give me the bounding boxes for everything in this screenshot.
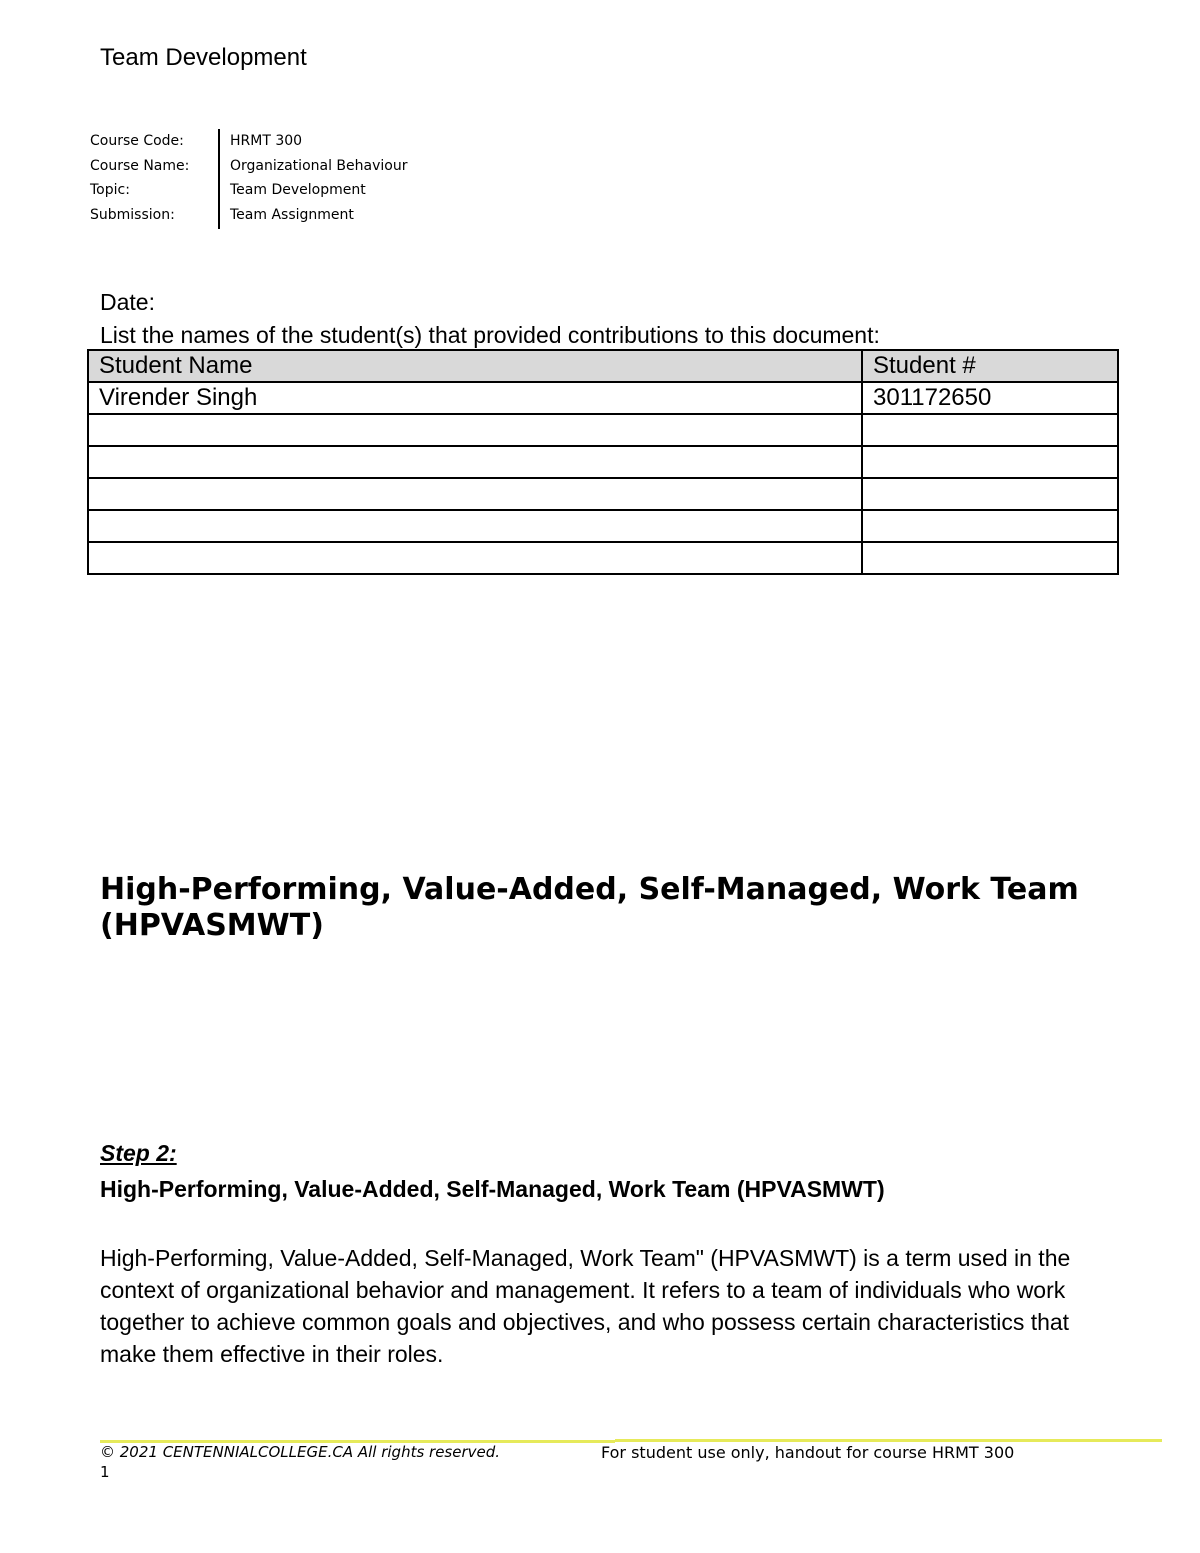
page-number: 1: [100, 1463, 110, 1481]
course-info-block: [90, 129, 490, 229]
course-code-label: Course Code:: [90, 133, 184, 149]
student-name-cell[interactable]: [88, 478, 862, 510]
table-row: [88, 414, 1118, 446]
course-code-value: HRMT 300: [230, 133, 303, 149]
footer-note: For student use only, handout for course HRMT 300: [601, 1443, 1015, 1462]
contributors-instruction: List the names of the student(s) that provided contributions to this document:: [100, 322, 880, 348]
footer-rule: [615, 1439, 1162, 1442]
course-info-divider: [218, 129, 220, 229]
student-number-cell[interactable]: [862, 478, 1118, 510]
date-label: Date:: [100, 289, 155, 315]
student-number-cell[interactable]: [862, 414, 1118, 446]
student-name-header: Student Name: [88, 350, 862, 382]
table-row: [88, 510, 1118, 542]
student-number-cell[interactable]: 301172650: [862, 382, 1118, 414]
student-name-cell[interactable]: Virender Singh: [88, 382, 862, 414]
student-number-cell[interactable]: [862, 446, 1118, 478]
topic-value: Team Development: [230, 182, 366, 198]
course-name-label: Course Name:: [90, 157, 190, 174]
course-name-value: Organizational Behaviour: [230, 157, 408, 174]
document-title: Team Development: [100, 44, 307, 71]
table-row: [88, 382, 1118, 414]
submission-label: Submission:: [90, 206, 175, 223]
student-number-cell[interactable]: [862, 542, 1118, 574]
course-info-labels: [90, 129, 218, 227]
student-name-cell[interactable]: [88, 414, 862, 446]
course-info-values: [230, 129, 490, 227]
student-name-cell[interactable]: [88, 446, 862, 478]
section-heading: High-Performing, Value-Added, Self-Managed, Work Team (HPVASMWT): [100, 872, 1079, 943]
footer-copyright: © 2021 CENTENNIALCOLLEGE.CA All rights reserved.: [100, 1443, 501, 1461]
student-number-header: Student #: [862, 350, 1118, 382]
table-header-row: [88, 350, 1118, 382]
step-title: High-Performing, Value-Added, Self-Managed, Work Team (HPVASMWT): [100, 1176, 885, 1202]
submission-value: Team Assignment: [230, 206, 354, 223]
table-row: [88, 478, 1118, 510]
student-name-cell[interactable]: [88, 542, 862, 574]
student-number-cell[interactable]: [862, 510, 1118, 542]
topic-label: Topic:: [90, 182, 130, 198]
step-label: Step 2:: [100, 1140, 177, 1166]
body-paragraph: High-Performing, Value-Added, Self-Managed, Work Team" (HPVASMWT) is a term used in the context of organizational behavior and management. It refers to a team of individuals who work together to achieve common goals and objectives, and who possess certain characteristics that make them effective in their roles.: [100, 1245, 1071, 1367]
student-table: [87, 349, 1119, 575]
table-row: [88, 446, 1118, 478]
table-row: [88, 542, 1118, 574]
student-name-cell[interactable]: [88, 510, 862, 542]
